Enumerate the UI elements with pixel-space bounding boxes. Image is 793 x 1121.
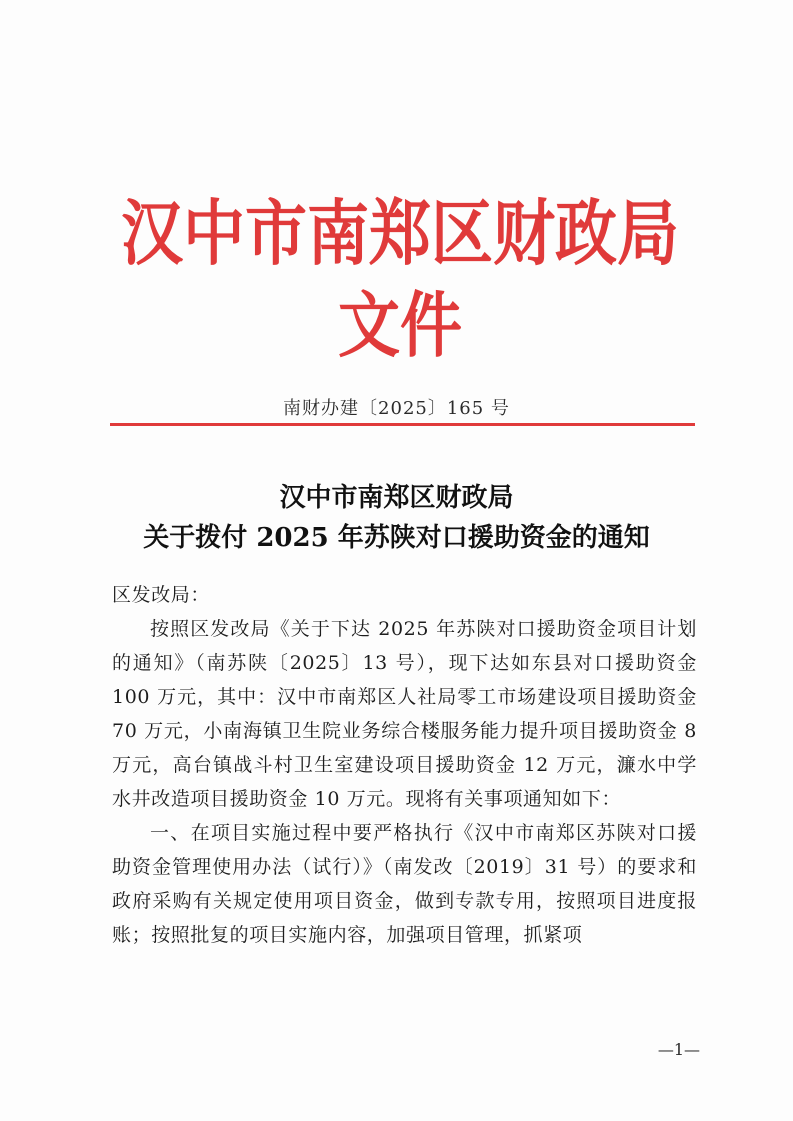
notice-title-line-2: 关于拨付 2025 年苏陕对口援助资金的通知 [143,523,650,553]
salutation: 区发改局： [112,584,211,606]
body-paragraph-1: 按照区发改局《关于下达 2025 年苏陕对口援助资金项目计划的通知》（南苏陕〔2025〕13 号），现下达如东县对口援助资金 100 万元，其中：汉中市南郑区人社局零工市场建设项目援助资金 70 万元，小南海镇卫生院业务综合楼服务能力提升项目援助资金 8 万元，高台镇战斗村卫生室建设项目援助资金 12 万元，濂水中学水井改造项目援助资金 10 万元。现将有关事项通知如下： [112,618,697,810]
notice-title-line-1: 汉中市南郑区财政局 [279,483,514,513]
body-paragraph-2: 一、在项目实施过程中要严格执行《汉中市南郑区苏陕对口援助资金管理使用办法（试行）》（南发改〔2019〕31 号）的要求和政府采购有关规定使用项目资金，做到专款专用，按照项目进度报账；按照批复的项目实施内容，加强项目管理，抓紧项 [112,822,697,946]
notice-title [0,478,793,558]
masthead-title: 汉中市南郑区财政局文件 [120,191,679,368]
document-number: 南财办建〔2025〕165 号 [283,398,510,419]
red-divider-line [110,423,695,426]
document-body [112,578,697,952]
page-number: —1— [657,1040,700,1059]
